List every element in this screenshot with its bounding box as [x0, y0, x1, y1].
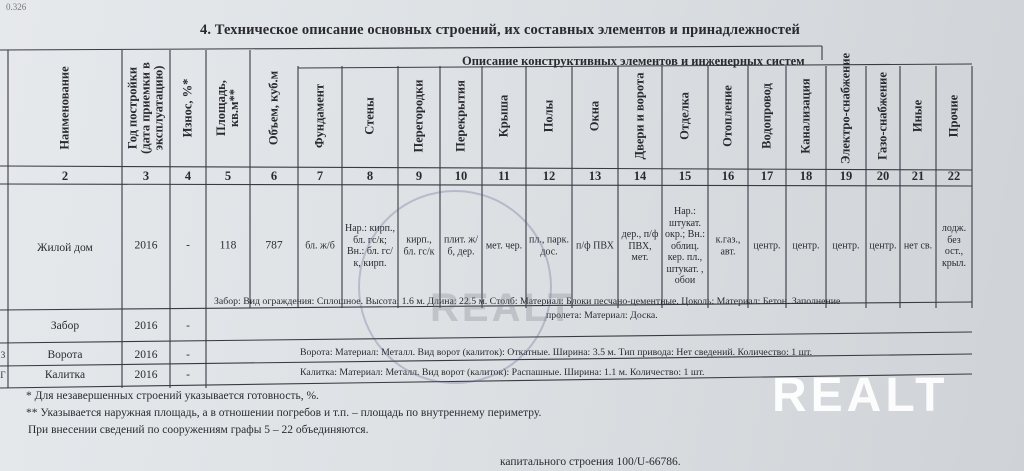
footnote-3: При внесении сведений по сооружениям графы 5 – 22 объединяются.	[28, 424, 369, 436]
row-year: 2016	[134, 369, 158, 381]
footnote-1: * Для незавершенных строений указывается готовность, %.	[26, 390, 319, 402]
column-number: 12	[542, 169, 556, 183]
row-description: Забор: Вид ограждения: Сплошное. Высота: 1.6 м. Длина: 22.5 м. Столб: Материал: Блоки песчано-цементные. Цоколь: Материал: Бетон. Заполнение	[214, 296, 841, 307]
row-marker: Г	[0, 370, 6, 380]
house-cell: центр.	[832, 240, 860, 252]
column-header: Отопление	[720, 85, 735, 147]
row-name-house: Жилой дом	[37, 242, 93, 254]
row-wear: -	[186, 349, 190, 361]
column-number: 21	[911, 169, 925, 183]
column-header: Объем, куб.м	[266, 70, 281, 146]
house-cell: 787	[265, 239, 283, 252]
column-header: Электро-снабжение	[838, 52, 853, 164]
column-number: 3	[142, 169, 150, 183]
column-number: 9	[415, 169, 423, 183]
house-cell: Нар.: штукат. окр.; Вн.: облиц. кер. пл., штукат. , обои	[665, 205, 705, 286]
house-cell: пл., парк. дос.	[529, 234, 569, 257]
house-cell: к.газ., авт.	[715, 234, 741, 257]
column-number: 13	[588, 169, 602, 183]
column-header: Окна	[587, 100, 602, 132]
faint-watermark: REALT	[430, 286, 576, 330]
column-header: Крыша	[496, 94, 511, 138]
house-cell: центр.	[753, 240, 781, 252]
column-header: Водопровод	[759, 83, 774, 149]
row-description-cont: пролета: Материал: Доска.	[546, 310, 658, 321]
column-header: Канализация	[798, 78, 813, 154]
row-year: 2016	[134, 349, 158, 361]
column-header: Перегородки	[411, 79, 426, 153]
row-marker: 3	[0, 350, 6, 360]
column-header: Наименование	[57, 66, 72, 150]
house-cell: дер., п/ф ПВХ, мет.	[621, 228, 659, 263]
column-number: 22	[947, 169, 961, 183]
column-number: 8	[366, 169, 374, 183]
corner-mark: 0.326	[6, 2, 27, 12]
column-number: 15	[678, 169, 692, 183]
column-header: Площадь, кв.м**	[214, 80, 241, 136]
column-header: Фундамент	[312, 83, 327, 149]
column-number: 18	[799, 169, 813, 183]
row-wear: -	[186, 369, 190, 381]
column-number: 7	[316, 169, 324, 183]
row-year: 2016	[134, 320, 158, 332]
house-cell: мет. чер.	[485, 240, 523, 252]
column-number: 14	[633, 169, 647, 183]
house-cell: плит. ж/б, дер.	[444, 234, 478, 257]
column-number: 11	[498, 169, 510, 183]
house-cell: 2016	[134, 239, 158, 252]
column-number: 2	[61, 169, 69, 183]
footnote-4: капитального строения 100/U-66786.	[500, 456, 681, 468]
column-number: 16	[721, 169, 735, 183]
column-number: 19	[839, 169, 853, 183]
row-name: Забор	[50, 320, 80, 332]
group-caption: Описание конструктивных элементов и инженерных систем	[462, 54, 805, 68]
section-title: 4. Техническое описание основных строений, их составных элементов и принадлежностей	[200, 22, 800, 38]
column-header: Прочие	[946, 94, 961, 138]
column-header: Полы	[541, 99, 556, 133]
column-header: Двери и ворота	[632, 72, 647, 160]
house-cell: центр.	[869, 240, 897, 252]
column-header: Стены	[362, 97, 377, 135]
house-cell: кирп., бл. гс/к	[403, 234, 435, 257]
house-cell: нет св.	[903, 240, 933, 252]
house-cell: 118	[219, 239, 237, 252]
column-number: 20	[876, 169, 890, 183]
house-cell: п/ф ПВХ	[576, 240, 614, 252]
column-number: 10	[454, 169, 468, 183]
row-wear: -	[186, 320, 190, 332]
column-header: Износ, %*	[180, 78, 195, 138]
house-cell: центр.	[792, 240, 820, 252]
house-cell: лодж. без ост., крыл.	[941, 223, 967, 269]
column-number: 6	[270, 169, 278, 183]
row-name: Калитка	[44, 369, 86, 381]
row-description: Ворота: Материал: Металл. Вид ворот (калиток): Откатные. Ширина: 3.5 м. Тип привода: Нет сведений. Количество: 1 шт.	[300, 347, 813, 358]
column-number: 5	[224, 169, 232, 183]
house-cell: -	[186, 239, 190, 252]
realt-watermark: REALT	[772, 369, 949, 422]
row-name: Ворота	[47, 349, 83, 361]
house-cell: бл. ж/б	[305, 240, 335, 252]
footnote-2: ** Указывается наружная площадь, а в отношении погребов и т.п. – площадь по внутреннему периметру.	[26, 407, 542, 419]
house-cell: Нар.: кирп., бл. гс/к; Вн.: бл. гс/к, кирп.	[345, 223, 395, 269]
column-header: Год постройки (дата приемки в эксплуатацию)	[125, 62, 166, 154]
column-number: 17	[760, 169, 774, 183]
column-header: Отделка	[677, 92, 692, 140]
column-header: Газо-снабжение	[875, 72, 890, 160]
column-header: Перекрытия	[453, 80, 468, 152]
column-header: Иные	[910, 99, 925, 133]
column-number: 4	[184, 169, 192, 183]
row-description: Калитка: Материал: Металл. Вид ворот (калиток): Распашные. Ширина: 1.1 м. Количество: 1 шт.	[300, 367, 705, 378]
